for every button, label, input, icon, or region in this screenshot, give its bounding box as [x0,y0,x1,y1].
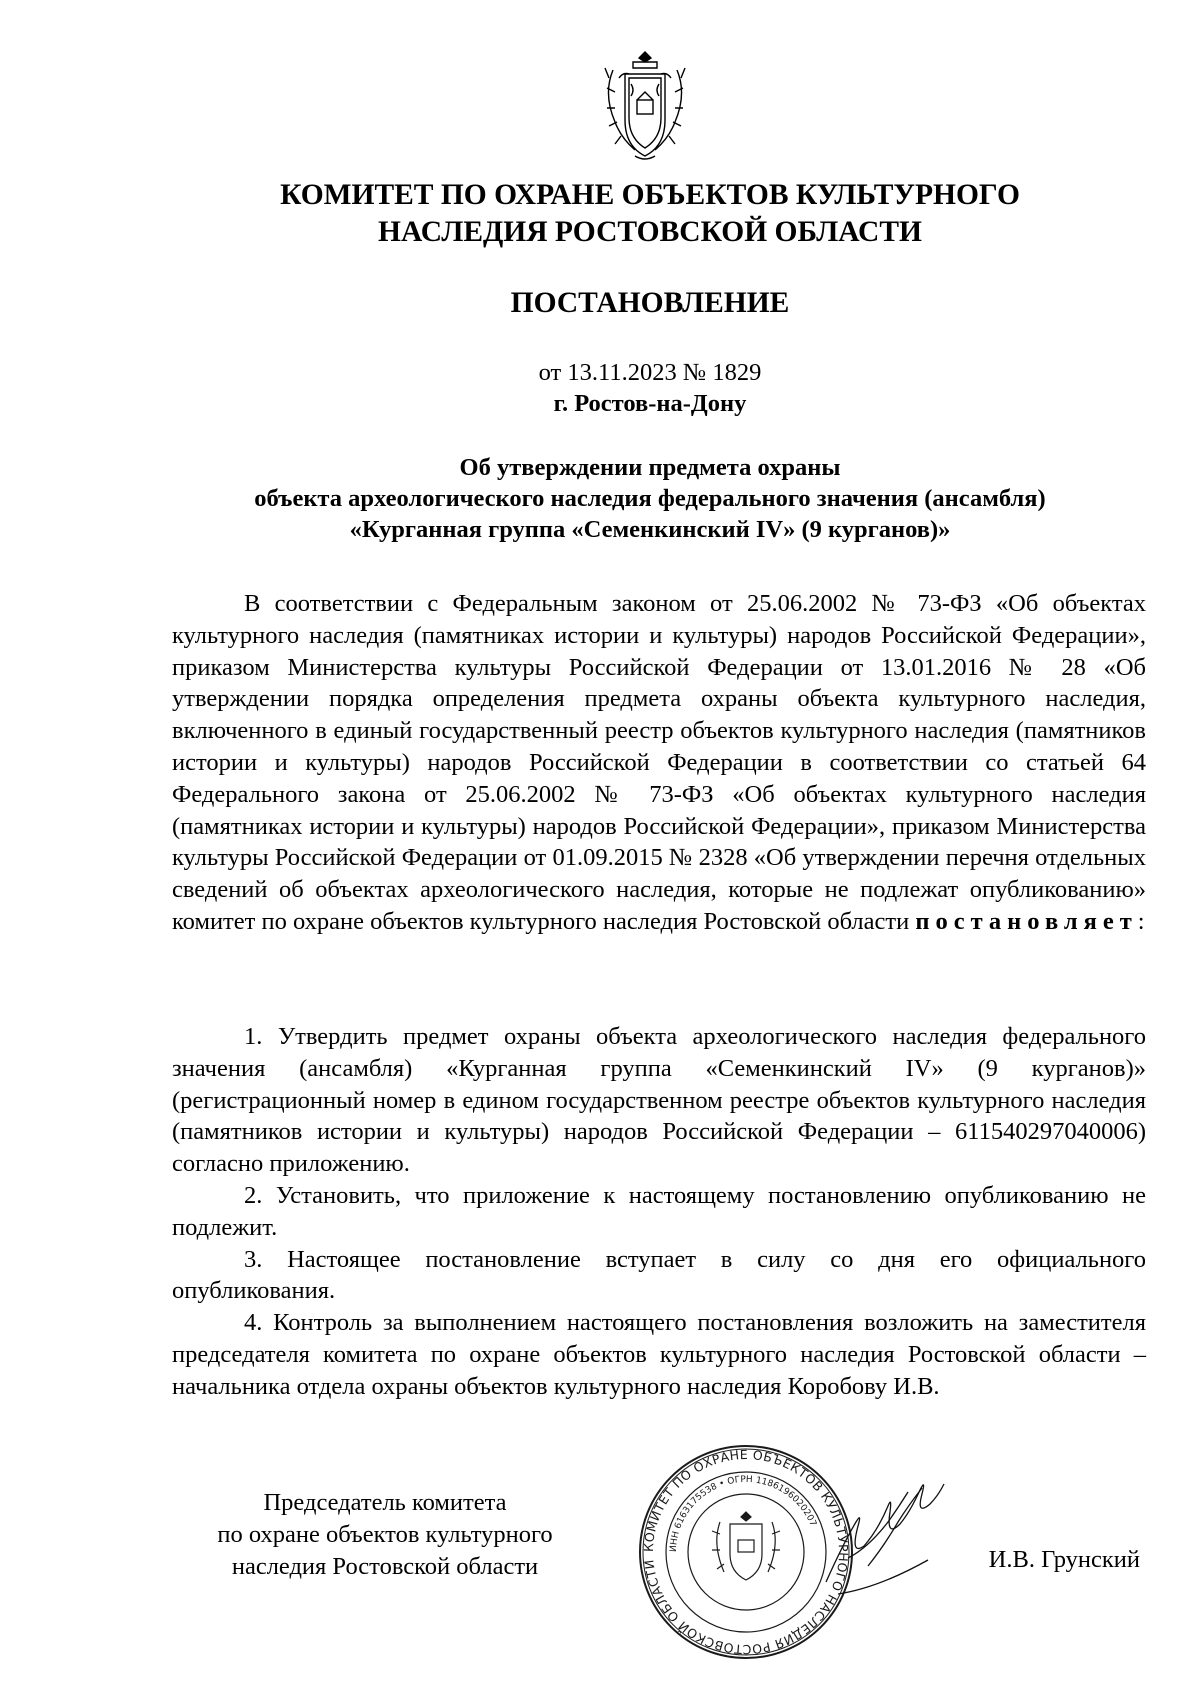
document-subject [140,452,1160,545]
seal-emblem-icon [712,1512,780,1580]
document-place: г. Ростов-на-Дону [553,390,747,417]
signatory-title-line3: наследия Ростовской области [231,1552,539,1580]
decree-colon: : [1137,907,1145,935]
subject-line2: объекта археологического наследия федерального значения (ансамбля) [254,485,1046,512]
handwritten-signature [818,1462,958,1612]
organization-title-line1: КОМИТЕТ ПО ОХРАНЕ ОБЪЕКТОВ КУЛЬТУРНОГО [280,179,1020,211]
subject-line3: «Курганная группа «Семенкинский IV» (9 курганов)» [349,516,951,543]
document-type-heading: ПОСТАНОВЛЕНИЕ [510,287,790,319]
decree-item-1: 1. Утвердить предмет охраны объекта археологического наследия федерального значения (ансамбля) «Курганная группа «Семенкинский IV» (9 курганов)» (регистрационный номер в едином государственном реестре объектов культурного наследия (памятников истории и культуры) народов Российской Федерации – 611540297040006) согласно приложению. [172,1023,1146,1178]
seal-outer-text: КОМИТЕТ ПО ОХРАНЕ ОБЪЕКТОВ КУЛЬТУРНОГО НАСЛЕДИЯ РОСТОВСКОЙ ОБЛАСТИ [640,1446,852,1658]
decree-word: постановляет [915,907,1138,935]
signatory-title-line2: по охране объектов культурного [217,1520,553,1548]
seal-inner-text: ИНН 6163175538 • ОГРН 1186196020207 [668,1474,818,1553]
signatory-title-line1: Председатель комитета [263,1489,507,1516]
subject-line1: Об утверждении предмета охраны [459,454,841,481]
organization-title [140,177,1160,251]
decree-item-3: 3. Настоящее постановление вступает в силу со дня его официального опубликования. [172,1245,1146,1305]
decree-item-4: 4. Контроль за выполнением настоящего постановления возложить на заместителя председателя комитета по охране объектов культурного наследия Ростовской области – начальника отдела охраны объектов культурного наследия Коробову И.В. [172,1309,1146,1400]
preamble-paragraph [172,588,1146,938]
preamble-section [172,588,1146,938]
signatory-name: И.В. Грунский [988,1546,1140,1573]
document-date-number: от 13.11.2023 № 1829 [538,359,762,386]
preamble-text: В соответствии с Федеральным законом от 25.06.2002 № 73-ФЗ «Об объектах культурного наследия (памятниках истории и культуры) народов Российской Федерации», приказом Министерства культуры Российской Федерации от 13.01.2016 № 28 «Об утверждении порядка определения предмета охраны объекта культурного наследия, включенного в единый государственный реестр объектов культурного наследия (памятников истории и культуры) народов Российской Федерации в соответствии со статьей 64 Федерального закона от 25.06.2002 № 73-ФЗ «Об объектах культурного наследия (памятниках истории и культуры) народов Российской Федерации», приказом Министерства культуры Российской Федерации от 01.09.2015 № 2328 «Об утверждении перечня отдельных сведений об объектах археологического наследия, которые не подлежат опубликованию» комитет по охране объектов культурного наследия Ростовской области [172,590,1146,935]
decree-item-2: 2. Установить, что приложение к настоящему постановлению опубликованию не подлежит. [172,1181,1146,1241]
svg-text:ИНН 6163175538 • ОГРН 11861960 [669,1475,818,1552]
decree-items [172,1021,1146,1403]
signatory-title [175,1487,595,1582]
coat-of-arms-emblem [595,48,695,166]
organization-title-line2: НАСЛЕДИЯ РОСТОВСКОЙ ОБЛАСТИ [378,216,922,248]
